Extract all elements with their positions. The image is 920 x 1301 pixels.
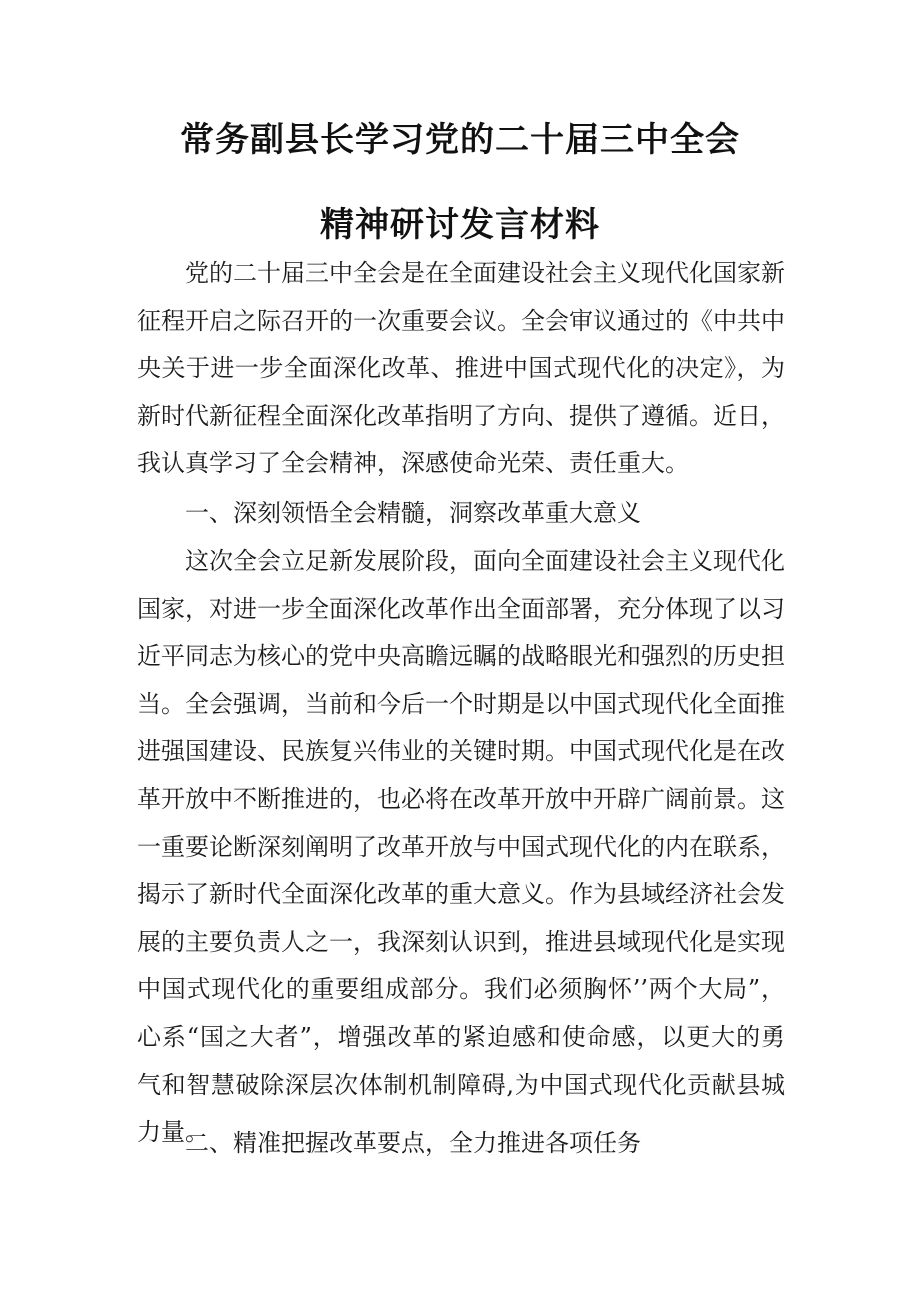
section-heading-2-text: 二、精准把握改革要点，全力推进各项任务	[185, 1129, 641, 1157]
paragraph-intro-text: 党的二十届三中全会是在全面建设社会主义现代化国家新征程开启之际召开的一次重要会议。全会审议通过的《中共中央关于进一步全面深化改革、推进中国式现代化的决定》，为新时代新征程全面深化改革指明了方向、提供了遵循。近日，我认真学习了全会精神，深感使命光荣、责任重大。	[137, 259, 785, 478]
paragraph-intro	[137, 250, 785, 488]
paragraph-section-1-text: 这次全会立足新发展阶段，面向全面建设社会主义现代化国家，对进一步全面深化改革作出全面部署，充分体现了以习近平同志为核心的党中央高瞻远瞩的战略眼光和强烈的历史担当。全会强调，当前和今后一个时期是以中国式现代化全面推进强国建设、民族复兴伟业的关键时期。中国式现代化是在改革开放中不断推进的，也必将在改革开放中开辟广阔前景。这一重要论断深刻阐明了改革开放与中国式现代化的内在联系，揭示了新时代全面深化改革的重大意义。作为县域经济社会发展的主要负责人之一，我深刻认识到，推进县域现代化是实现中国式现代化的重要组成部分。我们必须胸怀’’两个大局”，心系“国之大者”，增强改革的紧迫感和使命感，以更大的勇气和智慧破除深层次体制机制障碍,为中国式现代化贡献县城力量。	[137, 547, 785, 1147]
document-title-line-2: 精神研讨发言材料	[320, 205, 600, 245]
section-heading-1	[137, 490, 785, 538]
section-heading-1-text: 一、深刻领悟全会精髓，洞察改革重大意义	[185, 499, 641, 527]
paragraph-section-1	[137, 538, 785, 1157]
document-title-line-1: 常务副县长学习党的二十届三中全会	[180, 120, 740, 160]
section-heading-2	[137, 1120, 785, 1168]
